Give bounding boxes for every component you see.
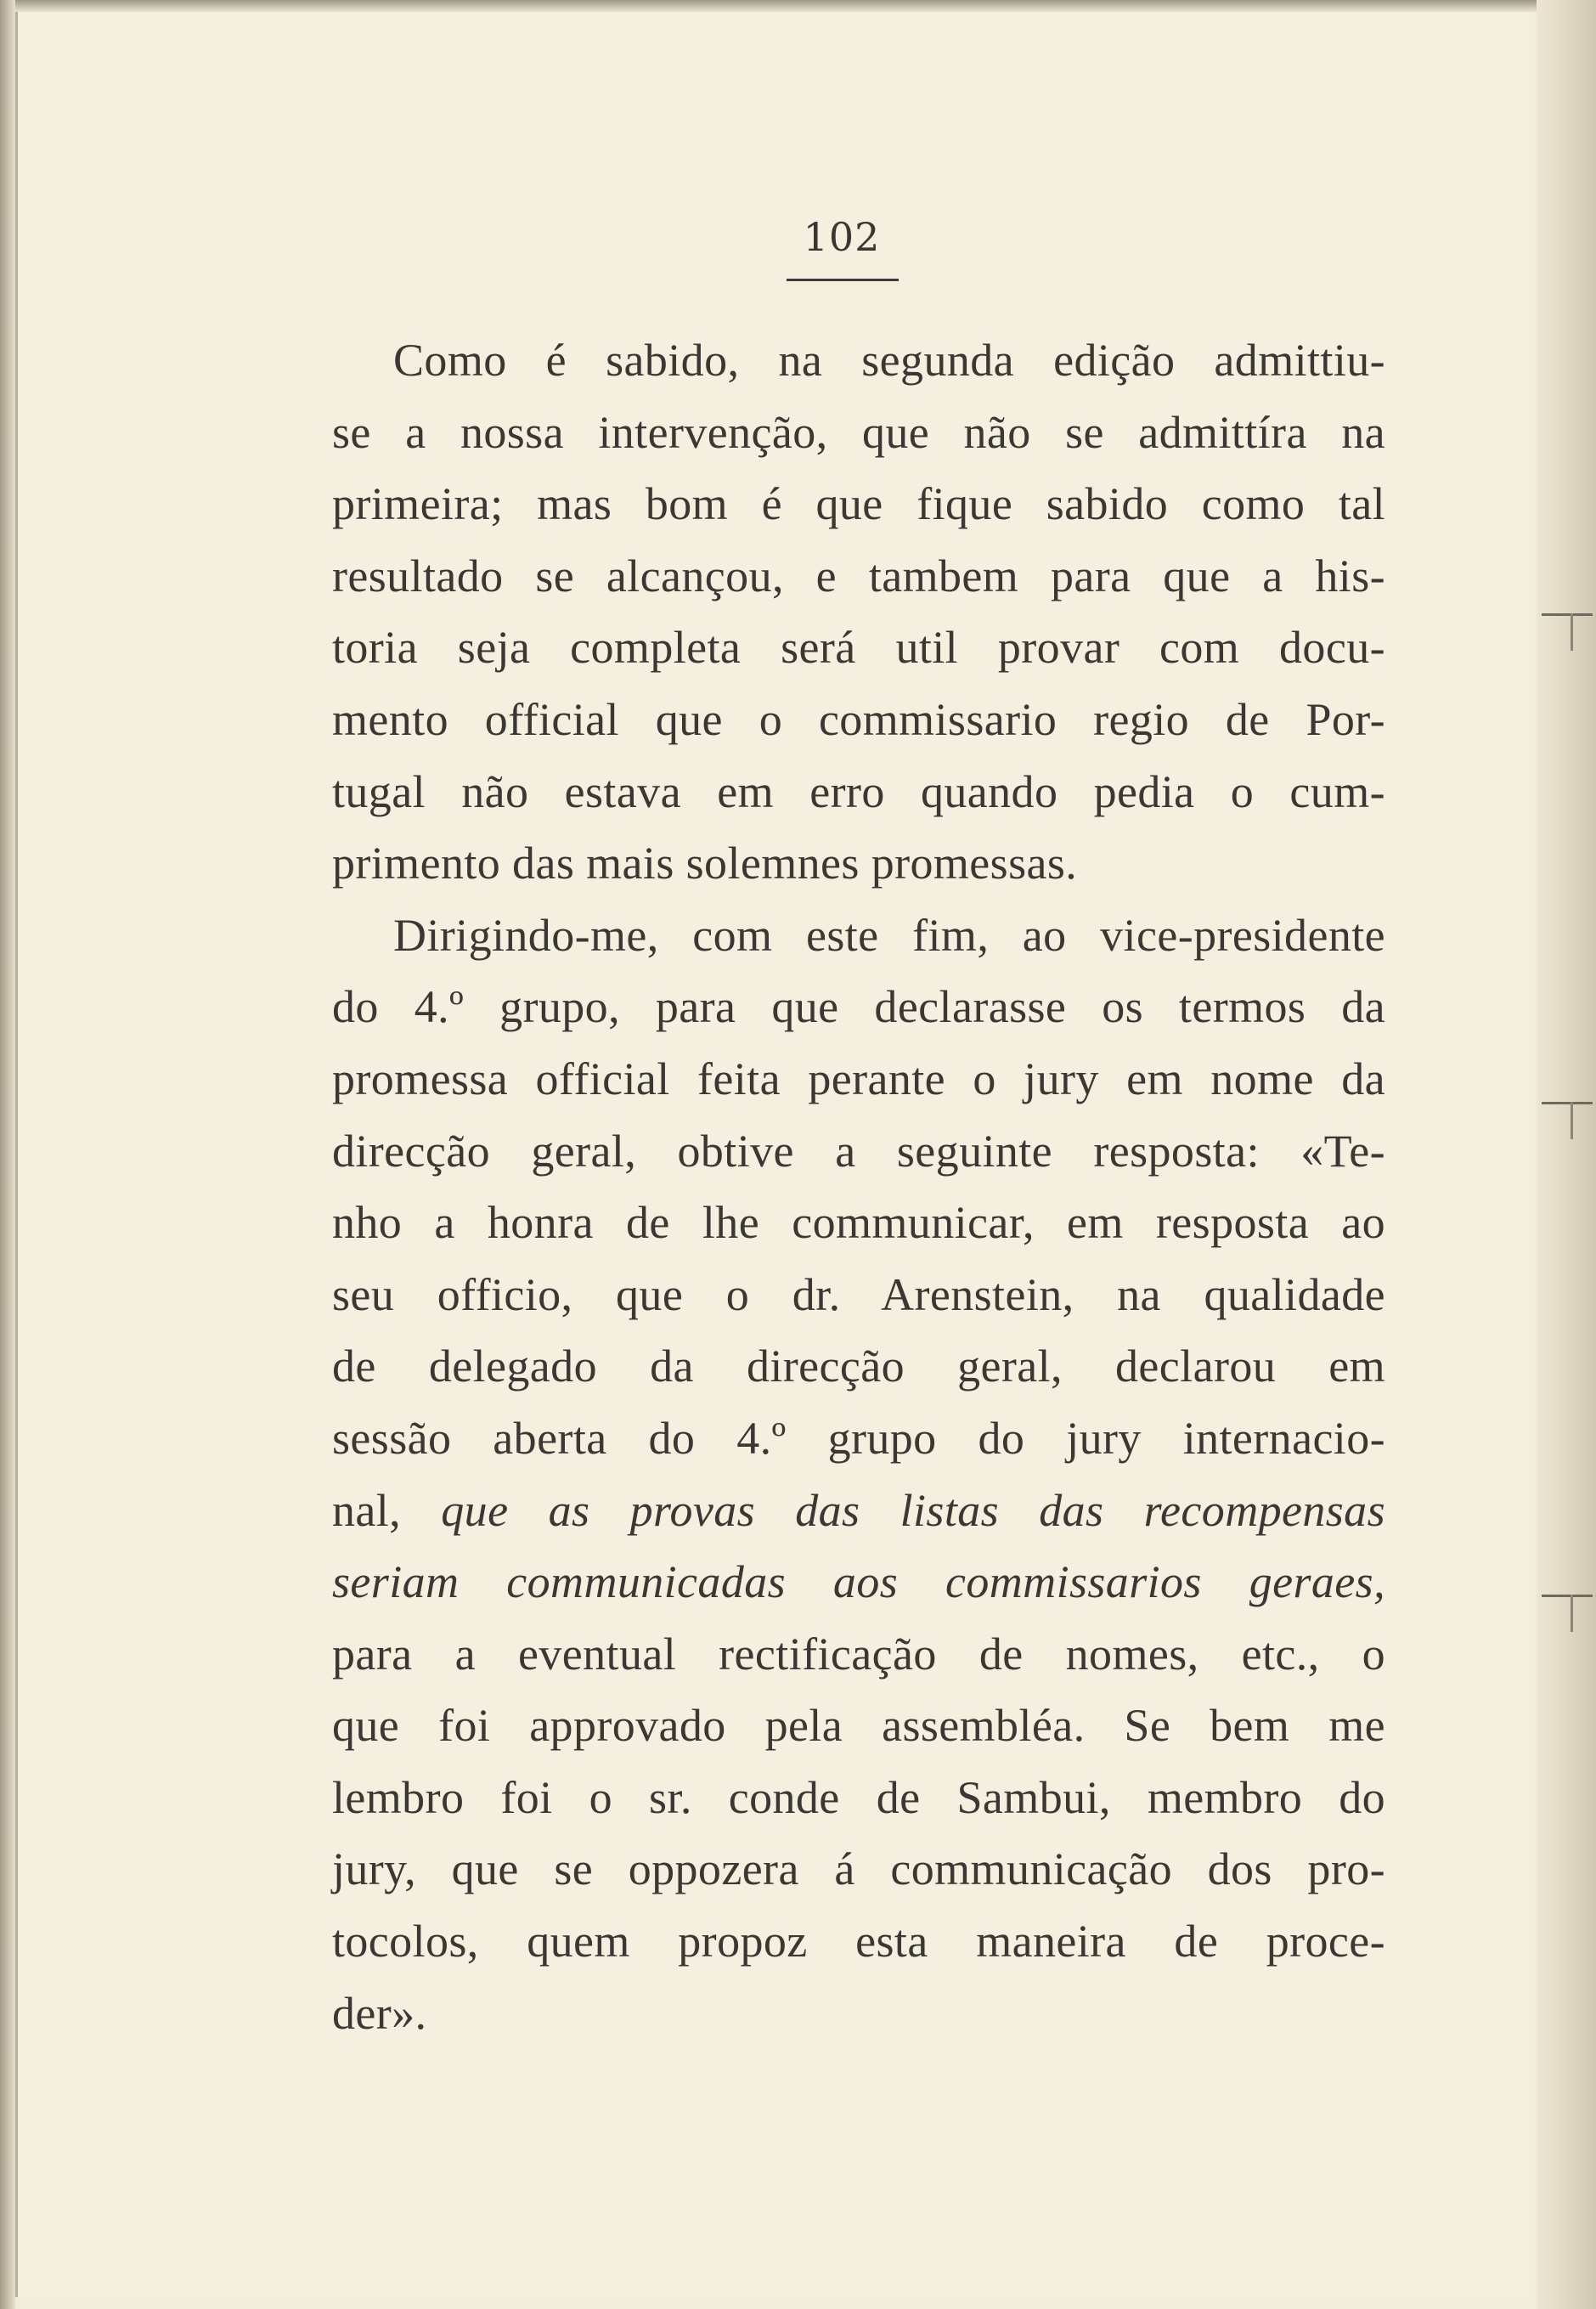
text-line: toria seja completa será util provar com docu- bbox=[332, 622, 1385, 674]
page-edge-top bbox=[0, 0, 1596, 12]
margin-tick bbox=[1542, 613, 1593, 616]
text-line: mento official que o commissario regio de Por- bbox=[332, 693, 1385, 745]
text-line: Dirigindo-me, com este fim, ao vice-presidente bbox=[393, 909, 1385, 961]
plain-text: nal, bbox=[332, 1484, 442, 1536]
italic-text: seriam communicadas aos commissarios geraes, bbox=[332, 1556, 1385, 1608]
text-line: do 4.º grupo, para que declarasse os termos da bbox=[332, 981, 1385, 1033]
page-number-rule bbox=[787, 279, 899, 281]
text-line: tocolos, quem propoz esta maneira de proce- bbox=[332, 1916, 1385, 1967]
text-line: de delegado da direcção geral, declarou em bbox=[332, 1341, 1385, 1392]
text-line: nho a honra de lhe communicar, em resposta ao bbox=[332, 1197, 1385, 1249]
text-line: que foi approvado pela assembléa. Se bem me bbox=[332, 1700, 1385, 1752]
page-edge-left bbox=[0, 0, 15, 2309]
text-line: lembro foi o sr. conde de Sambui, membro do bbox=[332, 1771, 1385, 1823]
page-edge-right bbox=[1537, 0, 1596, 2309]
text-line: resultado se alcançou, e tambem para que a his- bbox=[332, 550, 1385, 601]
text-line: tugal não estava em erro quando pedia o cum- bbox=[332, 765, 1385, 817]
margin-tick bbox=[1542, 1102, 1593, 1104]
page-number: 102 bbox=[803, 214, 881, 260]
text-line: promessa official feita perante o jury em nome da bbox=[332, 1053, 1385, 1104]
text-line: primento das mais solemnes promessas. bbox=[332, 838, 1078, 889]
italic-text: que as provas das listas das recompensas bbox=[441, 1484, 1385, 1536]
body-text bbox=[332, 325, 1385, 2049]
text-line-italic bbox=[332, 1546, 1385, 1618]
text-line: para a eventual rectificação de nomes, etc., o bbox=[332, 1628, 1385, 1680]
text-line: seu officio, que o dr. Arenstein, na qualidade bbox=[332, 1268, 1385, 1320]
text-line: der». bbox=[332, 1987, 427, 2039]
book-page bbox=[15, 12, 1530, 2297]
text-line-mixed bbox=[332, 1475, 1385, 1547]
text-line: se a nossa intervenção, que não se admittíra na bbox=[332, 406, 1385, 458]
text-line: Como é sabido, na segunda edição admittiu- bbox=[393, 335, 1385, 386]
text-line: primeira; mas bom é que fique sabido como tal bbox=[332, 478, 1385, 530]
margin-tick bbox=[1542, 1595, 1593, 1597]
text-line: jury, que se oppozera á communicação dos pro- bbox=[332, 1843, 1385, 1895]
text-line: direcção geral, obtive a seguinte resposta: «Te- bbox=[332, 1125, 1385, 1177]
text-line: sessão aberta do 4.º grupo do jury internacio- bbox=[332, 1412, 1385, 1464]
